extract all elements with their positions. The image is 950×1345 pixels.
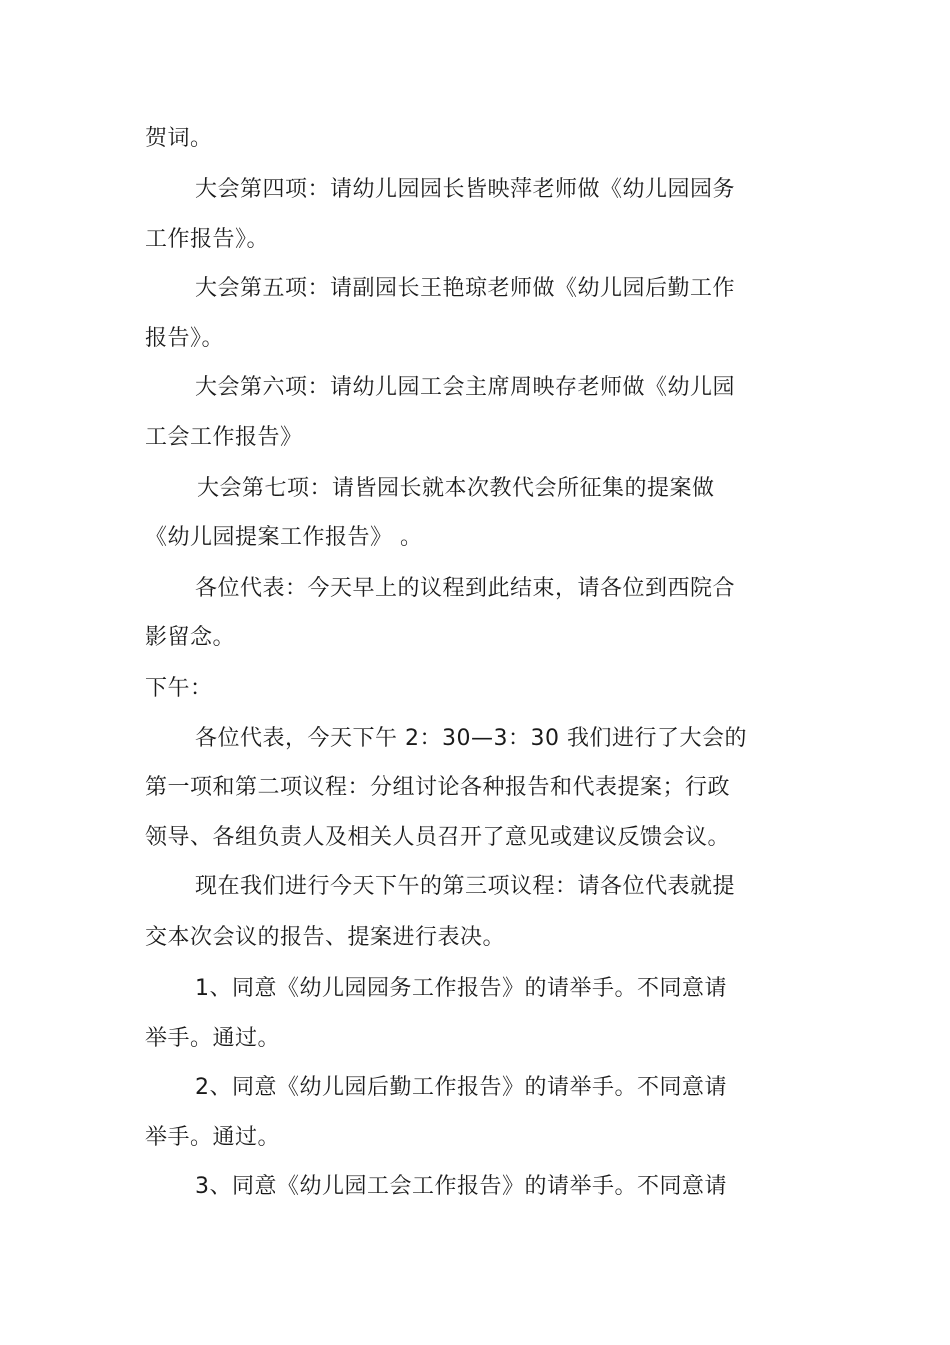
text-line: 工会工作报告》: [145, 425, 303, 450]
text-line: 大会第七项：请皆园长就本次教代会所征集的提案做: [197, 476, 715, 501]
text-line: 现在我们进行今天下午的第三项议程：请各位代表就提: [195, 874, 736, 899]
text-line: 领导、各组负责人及相关人员召开了意见或建议反馈会议。: [145, 825, 731, 850]
vote-item-3: 3、同意《幼儿园工会工作报告》的请举手。不同意请: [195, 1174, 727, 1199]
text-line: 第一项和第二项议程：分组讨论各种报告和代表提案；行政: [145, 775, 731, 800]
vote-item-1: 1、同意《幼儿园园务工作报告》的请举手。不同意请: [195, 976, 727, 1001]
text-line: 举手。通过。: [145, 1125, 281, 1150]
text-line: 各位代表：今天早上的议程到此结束，请各位到西院合: [195, 576, 736, 601]
text-line: 大会第六项：请幼儿园工会主席周映存老师做《幼儿园: [195, 375, 736, 400]
section-heading-afternoon: 下午：: [145, 676, 213, 701]
text-line: 工作报告》。: [145, 227, 270, 252]
text-line: 《幼儿园提案工作报告》 。: [145, 525, 423, 550]
text-line: 大会第五项：请副园长王艳琼老师做《幼儿园后勤工作: [195, 276, 736, 301]
text-line: 交本次会议的报告、提案进行表决。: [145, 925, 506, 950]
text-line: 贺词。: [145, 126, 213, 151]
text-line: 举手。通过。: [145, 1026, 281, 1051]
text-line: 影留念。: [145, 625, 236, 650]
vote-item-2: 2、同意《幼儿园后勤工作报告》的请举手。不同意请: [195, 1075, 727, 1100]
text-line: 报告》。: [145, 326, 225, 351]
text-line: 各位代表，今天下午 2：30—3：30 我们进行了大会的: [195, 726, 747, 751]
text-line: 大会第四项：请幼儿园园长皆映萍老师做《幼儿园园务: [195, 177, 736, 202]
